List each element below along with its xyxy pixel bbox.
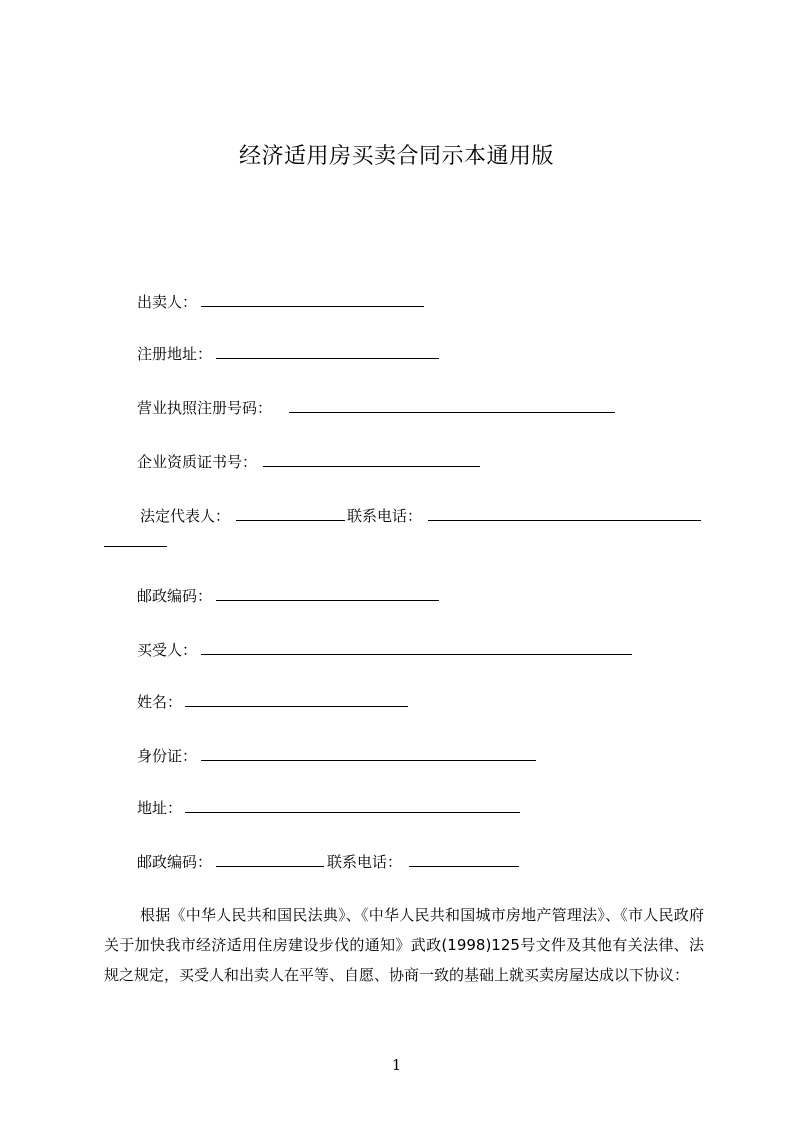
document-title: 经济适用房买卖合同示本通用版 bbox=[238, 144, 554, 169]
name-label: 姓名： bbox=[137, 693, 183, 711]
contact-phone-1-blank-continued[interactable] bbox=[104, 546, 167, 547]
address-label: 地址： bbox=[137, 799, 183, 817]
legal-representative-label: 法定代表人： bbox=[140, 507, 231, 525]
buyer-label: 买受人： bbox=[137, 641, 198, 659]
legal-representative-blank[interactable] bbox=[236, 520, 345, 521]
business-license-label: 营业执照注册号码： bbox=[137, 399, 273, 417]
qualification-cert-blank[interactable] bbox=[263, 466, 480, 467]
postal-code-2-blank[interactable] bbox=[216, 866, 324, 867]
seller-blank[interactable] bbox=[201, 306, 424, 307]
postal-code-1-blank[interactable] bbox=[216, 600, 439, 601]
address-blank[interactable] bbox=[185, 812, 520, 813]
postal-code-2-label: 邮政编码： bbox=[137, 853, 213, 871]
name-blank[interactable] bbox=[185, 706, 408, 707]
qualification-cert-label: 企业资质证书号： bbox=[137, 453, 258, 471]
contact-phone-2-label: 联系电话： bbox=[327, 853, 403, 871]
preamble-paragraph: 根据《中华人民共和国民法典》、《中华人民共和国城市房地产管理法》、《市人民政府关于加快我市经济适用住房建设步伐的通知》武政(1998)125号文件及其他有关法律、法规之规定，买受人和出卖人在平等、自愿、协商一致的基础上就买卖房屋达成以下协议： bbox=[104, 906, 704, 984]
business-license-blank[interactable] bbox=[289, 412, 615, 413]
postal-code-1-label: 邮政编码： bbox=[137, 587, 213, 605]
buyer-blank[interactable] bbox=[201, 654, 632, 655]
id-card-label: 身份证： bbox=[137, 747, 198, 765]
registered-address-label: 注册地址： bbox=[137, 345, 213, 363]
id-card-blank[interactable] bbox=[201, 760, 536, 761]
seller-label: 出卖人： bbox=[137, 293, 198, 311]
contact-phone-1-label: 联系电话： bbox=[347, 507, 423, 525]
page-number: 1 bbox=[391, 1056, 402, 1074]
contact-phone-2-blank[interactable] bbox=[409, 866, 519, 867]
contact-phone-1-blank[interactable] bbox=[428, 520, 701, 521]
registered-address-blank[interactable] bbox=[216, 358, 439, 359]
